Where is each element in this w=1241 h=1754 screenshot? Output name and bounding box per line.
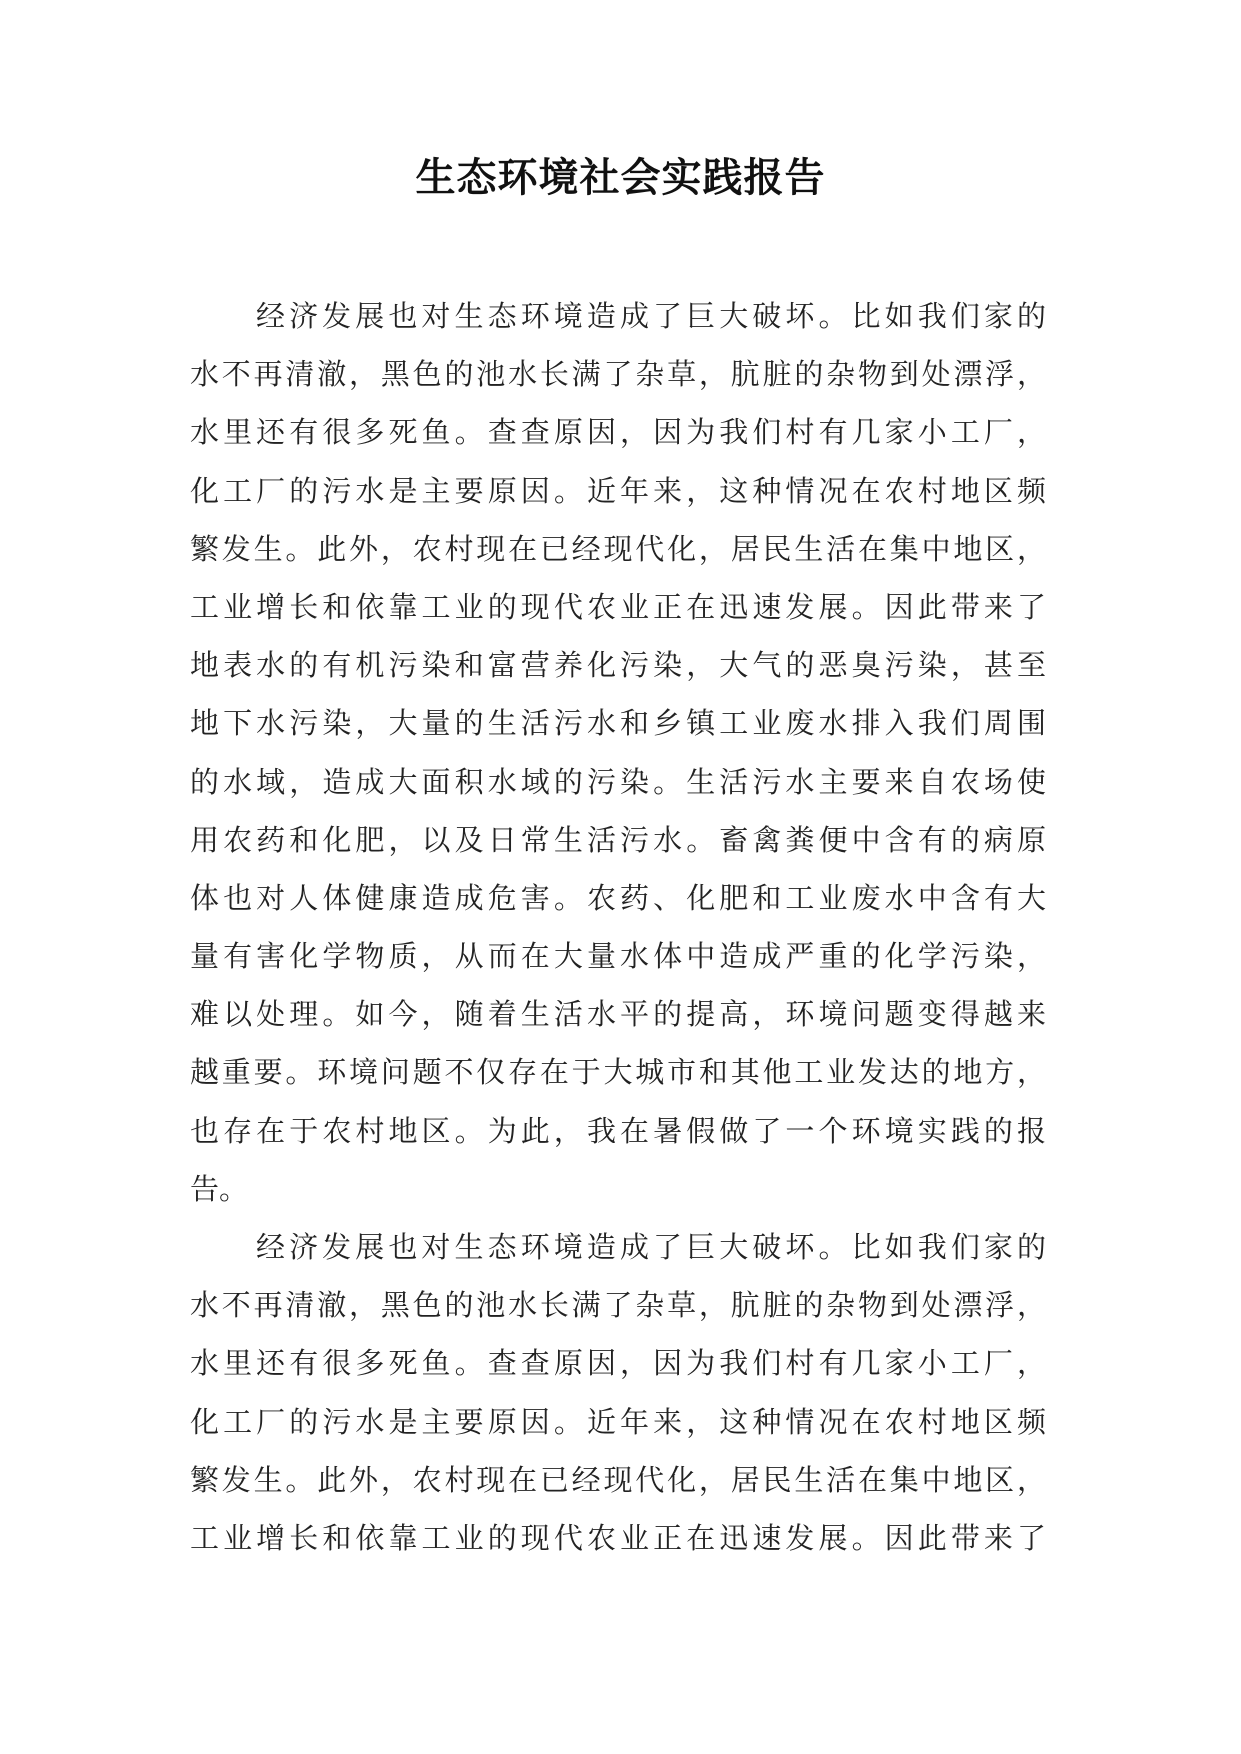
document-title: 生态环境社会实践报告: [415, 154, 826, 201]
paragraph-line: 经济发展也对生态环境造成了巨大破坏。比如我们家的: [256, 1230, 1046, 1264]
paragraph-line: 地下水污染，大量的生活污水和乡镇工业废水排入我们周围: [190, 706, 1046, 741]
paragraph-line: 体也对人体健康造成危害。农药、化肥和工业废水中含有大: [190, 880, 1046, 915]
paragraph-line: 繁发生。此外，农村现在已经现代化，居民生活在集中地区，: [190, 531, 1046, 566]
paragraph-line: 量有害化学物质，从而在大量水体中造成严重的化学污染，: [190, 939, 1046, 974]
paragraph-line: 越重要。环境问题不仅存在于大城市和其他工业发达的地方，: [190, 1055, 1046, 1090]
paragraph-line: 的水域，造成大面积水域的污染。生活污水主要来自农场使: [190, 764, 1046, 799]
paragraph-line: 化工厂的污水是主要原因。近年来，这种情况在农村地区频: [190, 473, 1046, 508]
paragraph-line: 告。: [190, 1171, 249, 1206]
paragraph-line: 水不再清澈，黑色的池水长满了杂草，肮脏的杂物到处漂浮，: [190, 1288, 1046, 1323]
paragraph-line: 工业增长和依靠工业的现代农业正在迅速发展。因此带来了: [190, 589, 1046, 624]
paragraph-1: [190, 287, 1046, 1218]
paragraph-2: [190, 1218, 1046, 1567]
document-body: [190, 287, 1046, 1567]
paragraph-line: 工业增长和依靠工业的现代农业正在迅速发展。因此带来了: [190, 1520, 1046, 1555]
paragraph-line: 地表水的有机污染和富营养化污染，大气的恶臭污染，甚至: [190, 648, 1046, 683]
paragraph-line: 繁发生。此外，农村现在已经现代化，居民生活在集中地区，: [190, 1462, 1046, 1497]
paragraph-line: 也存在于农村地区。为此，我在暑假做了一个环境实践的报: [190, 1113, 1046, 1148]
paragraph-line: 水里还有很多死鱼。查查原因，因为我们村有几家小工厂，: [190, 415, 1046, 450]
paragraph-line: 经济发展也对生态环境造成了巨大破坏。比如我们家的: [256, 299, 1046, 333]
paragraph-line: 水不再清澈，黑色的池水长满了杂草，肮脏的杂物到处漂浮，: [190, 357, 1046, 392]
paragraph-line: 水里还有很多死鱼。查查原因，因为我们村有几家小工厂，: [190, 1346, 1046, 1381]
paragraph-line: 用农药和化肥，以及日常生活污水。畜禽粪便中含有的病原: [190, 822, 1046, 857]
paragraph-line: 化工厂的污水是主要原因。近年来，这种情况在农村地区频: [190, 1404, 1046, 1439]
paragraph-line: 难以处理。如今，随着生活水平的提高，环境问题变得越来: [190, 997, 1046, 1032]
